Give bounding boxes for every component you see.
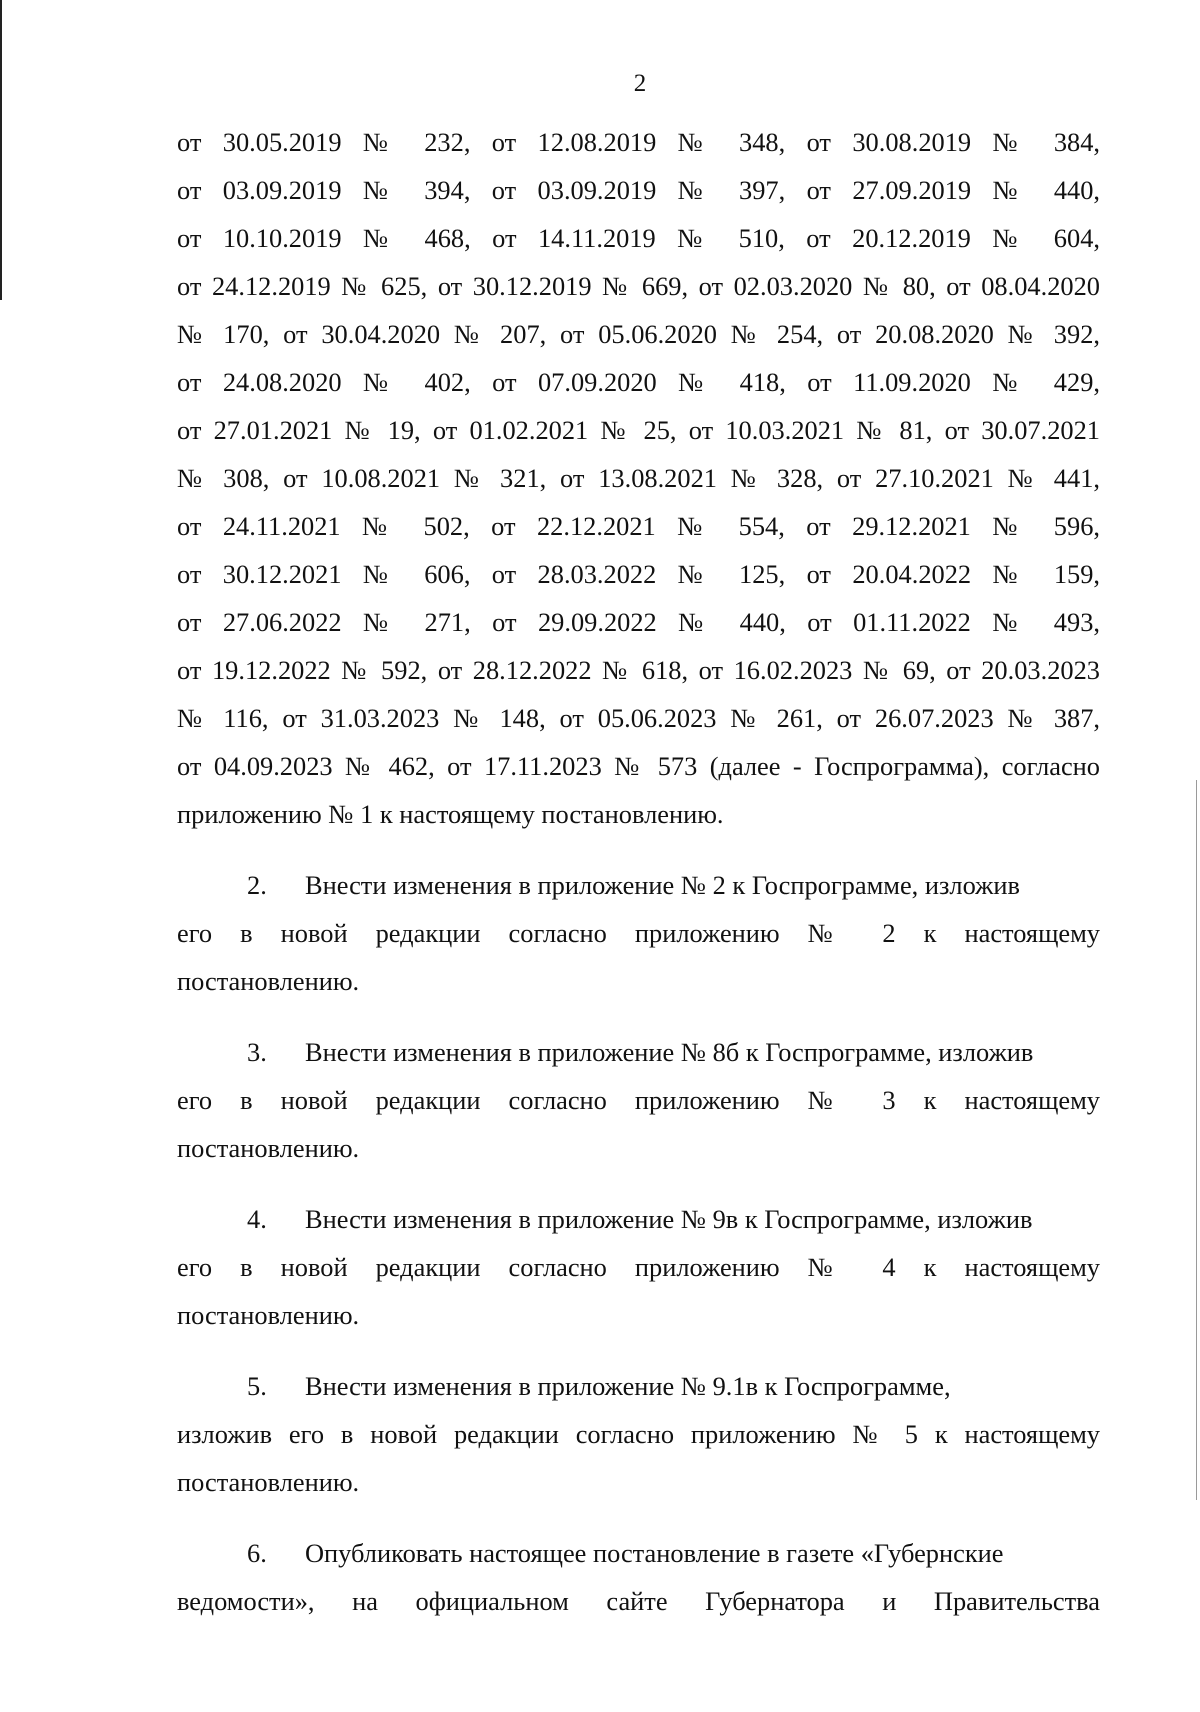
text-line: приложению № 1 к настоящему постановлению. (177, 799, 724, 829)
item-2-paragraph (177, 861, 1100, 1005)
text-line: от 03.09.2019 № 394, от 03.09.2019 № 397, от 27.09.2019 № 440, (177, 175, 1100, 205)
text-line: его в новой редакции согласно приложению № 4 к настоящему (177, 1252, 1100, 1282)
item-text: Внести изменения в приложение № 9.1в к Госпрограмме, (305, 1371, 951, 1401)
scan-edge-line (0, 0, 2, 300)
text-line: № 170, от 30.04.2020 № 207, от 05.06.2020 № 254, от 20.08.2020 № 392, (177, 319, 1100, 349)
item-text: Внести изменения в приложение № 9в к Госпрограмме, изложив (305, 1204, 1033, 1234)
text-line: его в новой редакции согласно приложению № 2 к настоящему (177, 918, 1100, 948)
text-line: постановлению. (177, 966, 360, 996)
text-line: постановлению. (177, 1133, 360, 1163)
document-body (177, 118, 1100, 1625)
item-first-line (177, 1362, 1100, 1410)
item-number: 3. (247, 1037, 267, 1067)
text-line: № 308, от 10.08.2021 № 321, от 13.08.2021 № 328, от 27.10.2021 № 441, (177, 463, 1100, 493)
item-first-line (177, 1195, 1100, 1243)
text-line: от 19.12.2022 № 592, от 28.12.2022 № 618, от 16.02.2023 № 69, от 20.03.2023 (177, 655, 1100, 685)
item-6-paragraph (177, 1529, 1100, 1625)
item-number: 5. (247, 1371, 267, 1401)
item-number: 2. (247, 870, 267, 900)
text-line: постановлению. (177, 1467, 360, 1497)
text-line: от 27.01.2021 № 19, от 01.02.2021 № 25, от 10.03.2021 № 81, от 30.07.2021 (177, 415, 1100, 445)
item-text: Опубликовать настоящее постановление в газете «Губернские (305, 1538, 1004, 1568)
item-number: 6. (247, 1538, 267, 1568)
text-line: его в новой редакции согласно приложению № 3 к настоящему (177, 1085, 1100, 1115)
text-line: изложив его в новой редакции согласно приложению № 5 к настоящему (177, 1419, 1100, 1449)
text-line: от 24.08.2020 № 402, от 07.09.2020 № 418, от 11.09.2020 № 429, (177, 367, 1100, 397)
scan-edge-line-right (1196, 780, 1197, 1500)
text-line: от 30.12.2021 № 606, от 28.03.2022 № 125, от 20.04.2022 № 159, (177, 559, 1100, 589)
text-line: от 04.09.2023 № 462, от 17.11.2023 № 573 (далее - Госпрограмма), согласно (177, 751, 1100, 781)
item-first-line (177, 1028, 1100, 1076)
text-line: ведомости», на официальном сайте Губернатора и Правительства (177, 1586, 1100, 1616)
item-3-paragraph (177, 1028, 1100, 1172)
text-line: от 10.10.2019 № 468, от 14.11.2019 № 510, от 20.12.2019 № 604, (177, 223, 1100, 253)
page-number: 2 (633, 70, 647, 97)
item-first-line (177, 861, 1100, 909)
item-5-paragraph (177, 1362, 1100, 1506)
text-line: от 24.12.2019 № 625, от 30.12.2019 № 669, от 02.03.2020 № 80, от 08.04.2020 (177, 271, 1100, 301)
text-line: от 30.05.2019 № 232, от 12.08.2019 № 348, от 30.08.2019 № 384, (177, 127, 1100, 157)
item-number: 4. (247, 1204, 267, 1234)
item-4-paragraph (177, 1195, 1100, 1339)
text-line: от 24.11.2021 № 502, от 22.12.2021 № 554, от 29.12.2021 № 596, (177, 511, 1100, 541)
text-line: от 27.06.2022 № 271, от 29.09.2022 № 440, от 01.11.2022 № 493, (177, 607, 1100, 637)
text-line: постановлению. (177, 1300, 360, 1330)
amendment-list-paragraph (177, 118, 1100, 838)
item-first-line (177, 1529, 1100, 1577)
text-line: № 116, от 31.03.2023 № 148, от 05.06.2023 № 261, от 26.07.2023 № 387, (177, 703, 1100, 733)
item-text: Внести изменения в приложение № 8б к Госпрограмме, изложив (305, 1037, 1034, 1067)
item-text: Внести изменения в приложение № 2 к Госпрограмме, изложив (305, 870, 1020, 900)
